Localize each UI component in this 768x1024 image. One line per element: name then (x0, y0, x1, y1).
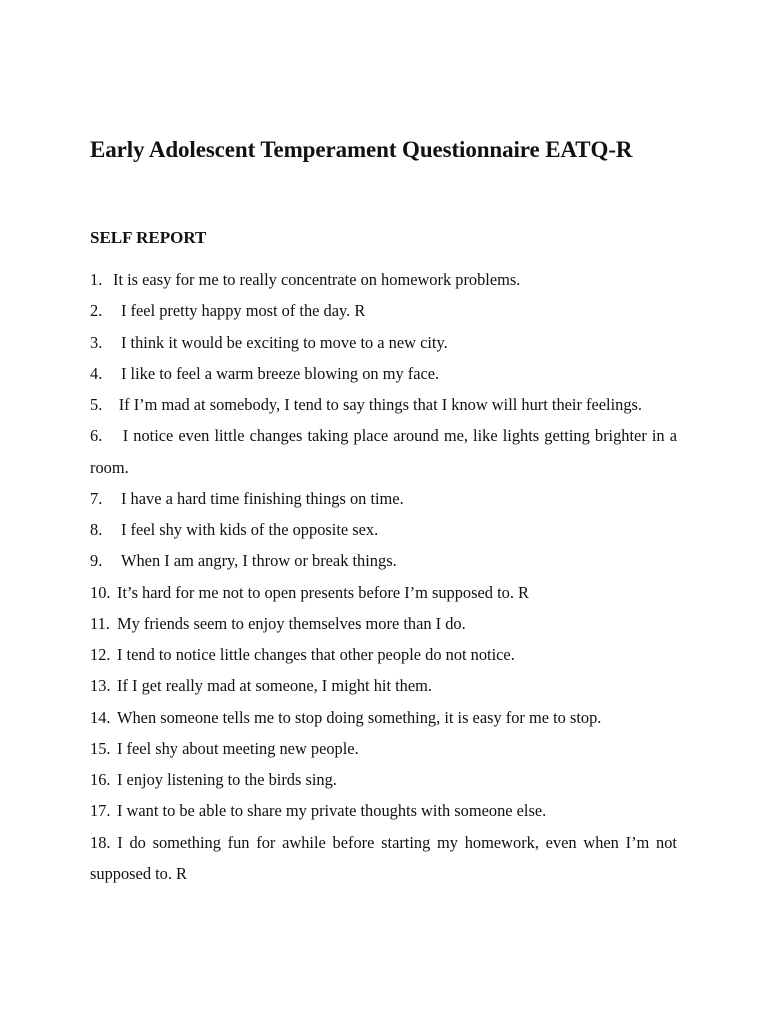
question-text: I feel shy about meeting new people. (117, 738, 359, 758)
question-number: 8. (90, 520, 103, 539)
question-item (90, 827, 677, 890)
question-item (90, 795, 677, 826)
question-item (90, 545, 677, 576)
question-item (90, 733, 677, 764)
document-title: Early Adolescent Temperament Questionnaire EATQ-R (90, 137, 633, 162)
question-text: I do something fun for awhile before starting my homework, even when I’m not supposed to. R (90, 832, 677, 883)
question-text: I tend to notice little changes that other people do not notice. (117, 645, 515, 664)
question-number: 17. (90, 801, 111, 821)
question-text: I notice even little changes taking place around me, like lights getting brighter in a room. (90, 426, 677, 477)
question-number: 15. (90, 738, 111, 758)
question-number: 12. (90, 645, 111, 664)
question-item (90, 608, 677, 639)
question-item (90, 389, 677, 420)
question-text: When I am angry, I throw or break things. (121, 551, 397, 571)
question-text: When someone tells me to stop doing something, it is easy for me to stop. (117, 707, 602, 727)
question-number: 2. (90, 301, 103, 321)
question-text: My friends seem to enjoy themselves more than I do. (117, 613, 466, 633)
question-number: 13. (90, 676, 111, 696)
question-number: 16. (90, 770, 111, 789)
question-item (90, 764, 677, 795)
question-item (90, 514, 677, 545)
question-number: 1. (90, 270, 103, 289)
question-number: 10. (90, 582, 111, 602)
question-item (90, 420, 677, 483)
question-number: 18. (90, 832, 111, 852)
section-heading: SELF REPORT (90, 228, 207, 247)
question-item (90, 358, 677, 389)
question-number: 4. (90, 363, 103, 383)
question-number: 5. (90, 395, 103, 414)
question-item (90, 264, 677, 295)
question-text: I enjoy listening to the birds sing. (117, 770, 337, 789)
question-item (90, 702, 677, 733)
question-text: If I’m mad at somebody, I tend to say things that I know will hurt their feelings. (118, 395, 643, 414)
question-text: I feel pretty happy most of the day. R (121, 301, 366, 321)
question-item (90, 670, 677, 701)
question-number: 3. (90, 332, 103, 352)
question-number: 14. (90, 707, 111, 727)
question-text: If I get really mad at someone, I might hit them. (117, 676, 432, 696)
question-list (90, 264, 677, 889)
question-number: 11. (90, 613, 110, 633)
question-number: 9. (90, 551, 103, 571)
question-item (90, 295, 677, 326)
question-item (90, 639, 677, 670)
question-item (90, 577, 677, 608)
question-text: I think it would be exciting to move to a new city. (121, 332, 448, 352)
question-item (90, 327, 677, 358)
question-text: I feel shy with kids of the opposite sex. (121, 520, 379, 539)
question-text: I have a hard time finishing things on time. (121, 488, 404, 508)
question-text: I like to feel a warm breeze blowing on my face. (121, 363, 440, 383)
question-text: I want to be able to share my private thoughts with someone else. (117, 801, 547, 821)
question-text: It is easy for me to really concentrate on homework problems. (113, 270, 521, 289)
question-number: 6. (90, 426, 103, 446)
question-item (90, 483, 677, 514)
question-number: 7. (90, 488, 103, 508)
question-text: It’s hard for me not to open presents before I’m supposed to. R (117, 582, 529, 602)
